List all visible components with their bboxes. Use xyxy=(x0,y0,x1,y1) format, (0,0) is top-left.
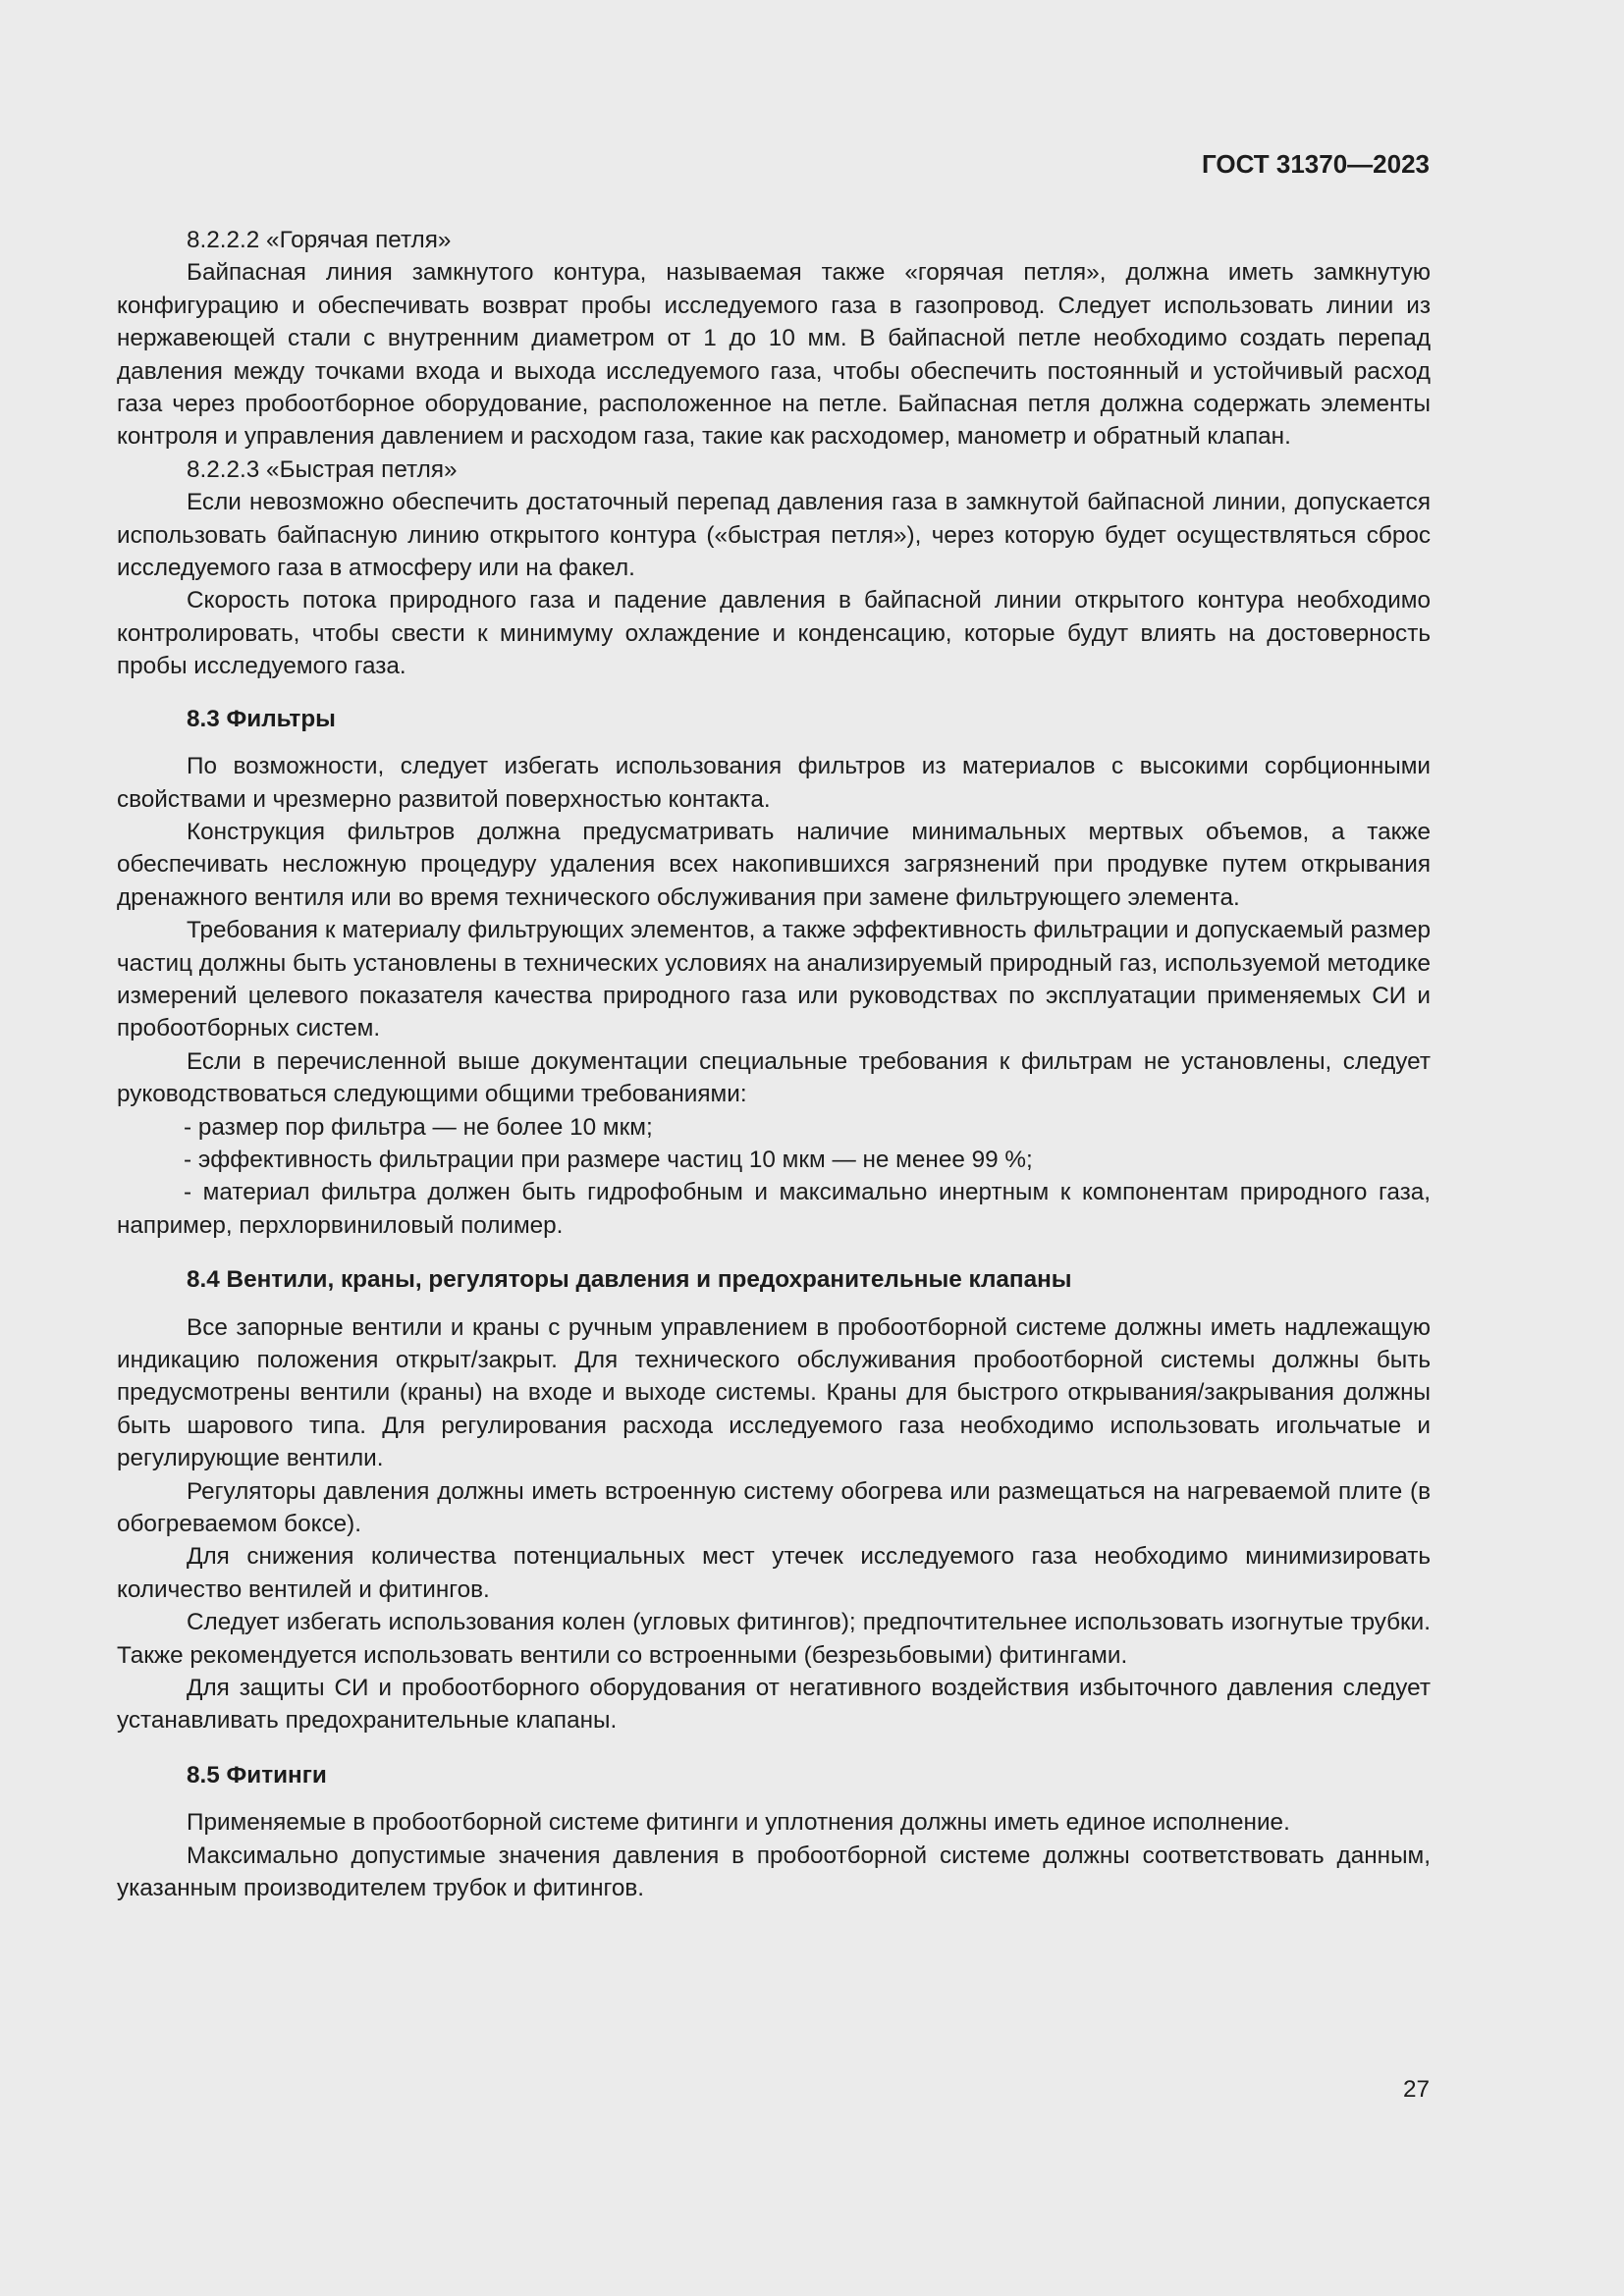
paragraph: Для снижения количества потенциальных мест утечек исследуемого газа необходимо минимизировать количество вентилей и фитингов. xyxy=(117,1543,1431,1603)
paragraph: Регуляторы давления должны иметь встроенную систему обогрева или размещаться на нагреваемой плите (в обогреваемом боксе). xyxy=(117,1477,1431,1538)
paragraph: Применяемые в пробоотборной системе фитинги и уплотнения должны иметь единое исполнение. xyxy=(187,1809,1290,1837)
list-item: - эффективность фильтрации при размере частиц 10 мкм — не менее 99 %; xyxy=(184,1146,1033,1173)
paragraph: Если невозможно обеспечить достаточный перепад давления газа в замкнутой байпасной линии, допускается использовать байпасную линию открытого контура («быстрая петля»), через которую будет осуществляться сброс исследуемого газа в атмосферу или на факел. xyxy=(117,489,1431,582)
paragraph: Если в перечисленной выше документации специальные требования к фильтрам не установлены, следует руководствоваться следующими общими требованиями: xyxy=(117,1047,1431,1108)
document-body xyxy=(117,224,1431,1905)
paragraph: Конструкция фильтров должна предусматривать наличие минимальных мертвых объемов, а также обеспечивать несложную процедуру удаления всех накопившихся загрязнений при продувке путем открывания дренажного вентиля или во время технического обслуживания при замене фильтрующего элемента. xyxy=(117,818,1431,911)
section-heading-8-3: 8.3 Фильтры xyxy=(187,705,336,732)
paragraph: По возможности, следует избегать использования фильтров из материалов с высокими сорбционными свойствами и чрезмерно развитой поверхностью контакта. xyxy=(117,753,1431,813)
paragraph: Скорость потока природного газа и падение давления в байпасной линии открытого контура необходимо контролировать, чтобы свести к минимуму охлаждение и конденсацию, которые будут влиять на достоверность пробы исследуемого газа. xyxy=(117,587,1431,680)
subsection-title-8-2-2-2: 8.2.2.2 «Горячая петля» xyxy=(187,227,452,253)
subsection-title-8-2-2-3: 8.2.2.3 «Быстрая петля» xyxy=(187,455,458,483)
paragraph: Следует избегать использования колен (угловых фитингов); предпочтительнее использовать изогнутые трубки. Также рекомендуется использовать вентили со встроенными (безрезьбовыми) фитингами. xyxy=(117,1609,1431,1669)
list-item: - материал фильтра должен быть гидрофобным и максимально инертным к компонентам природного газа, например, перхлорвиниловый полимер. xyxy=(117,1179,1431,1239)
paragraph: Требования к материалу фильтрующих элементов, а также эффективность фильтрации и допускаемый размер частиц должны быть установлены в технических условиях на анализируемый природный газ, используемой методике измерений целевого показателя качества природного газа или руководствах по эксплуатации применяемых СИ и пробоотборных систем. xyxy=(117,917,1431,1042)
section-heading-8-4: 8.4 Вентили, краны, регуляторы давления и предохранительные клапаны xyxy=(187,1266,1072,1294)
page-number: 27 xyxy=(1402,2076,1430,2103)
paragraph: Байпасная линия замкнутого контура, называемая также «горячая петля», должна иметь замкнутую конфигурацию и обеспечивать возврат пробы исследуемого газа в газопровод. Следует использовать линии из нержавеющей стали с внутренним диаметром от 1 до 10 мм. В байпасной петле необходимо создать перепад давления между точками входа и выхода исследуемого газа, чтобы обеспечить постоянный и устойчивый расход газа через пробоотборное оборудование, расположенное на петле. Байпасная петля должна содержать элементы контроля и управления давлением и расходом газа, такие как расходомер, манометр и обратный клапан. xyxy=(117,259,1431,451)
document-id-header: ГОСТ 31370—2023 xyxy=(1202,149,1430,179)
section-heading-8-5: 8.5 Фитинги xyxy=(187,1761,327,1789)
list-item: - размер пор фильтра — не более 10 мкм; xyxy=(184,1113,653,1141)
paragraph: Все запорные вентили и краны с ручным управлением в пробоотборной системе должны иметь надлежащую индикацию положения открыт/закрыт. Для технического обслуживания пробоотборной системы должны быть предусмотрены вентили (краны) на входе и выходе системы. Краны для быстрого открывания/закрывания должны быть шарового типа. Для регулирования расхода исследуемого газа необходимо использовать игольчатые и регулирующие вентили. xyxy=(117,1313,1431,1472)
paragraph: Максимально допустимые значения давления в пробоотборной системе должны соответствовать данным, указанным производителем трубок и фитингов. xyxy=(117,1842,1431,1902)
paragraph: Для защиты СИ и пробоотборного оборудования от негативного воздействия избыточного давления следует устанавливать предохранительные клапаны. xyxy=(117,1675,1431,1735)
